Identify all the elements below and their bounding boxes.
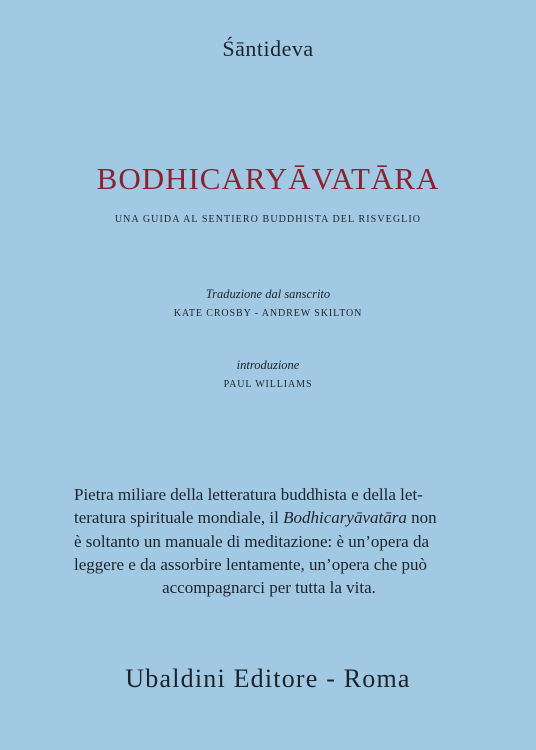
blurb-line-4: leggere e da assorbire lentamente, un’opera che può — [74, 554, 428, 574]
blurb-line-1: Pietra miliare della letteratura buddhista e della let- — [74, 485, 423, 504]
introduction-label: introduzione — [236, 358, 300, 372]
blurb-line-2-end: non — [406, 508, 437, 528]
cover-blurb — [74, 483, 464, 599]
blurb-book-title: Bodhicaryāvatāra — [283, 508, 407, 528]
introduction-author: PAUL WILLIAMS — [223, 379, 313, 390]
blurb-line-2 — [74, 506, 464, 529]
translation-label: Traduzione dal sanscrito — [205, 287, 331, 301]
blurb-line-5: accompagnarci per tutta la vita. — [162, 578, 376, 598]
publisher-imprint: Ubaldini Editore - Roma — [125, 664, 411, 693]
book-title: BODHICARYĀVATĀRA — [96, 161, 440, 196]
blurb-line-2-text: teratura spirituale mondiale, il — [74, 508, 284, 528]
author-name: Śāntideva — [222, 36, 314, 61]
blurb-line-3: è soltanto un manuale di meditazione: è un’opera da — [74, 531, 429, 551]
book-subtitle: UNA GUIDA AL SENTIERO BUDDHISTA DEL RISVEGLIO — [114, 214, 422, 225]
translators: KATE CROSBY - ANDREW SKILTON — [173, 308, 363, 319]
